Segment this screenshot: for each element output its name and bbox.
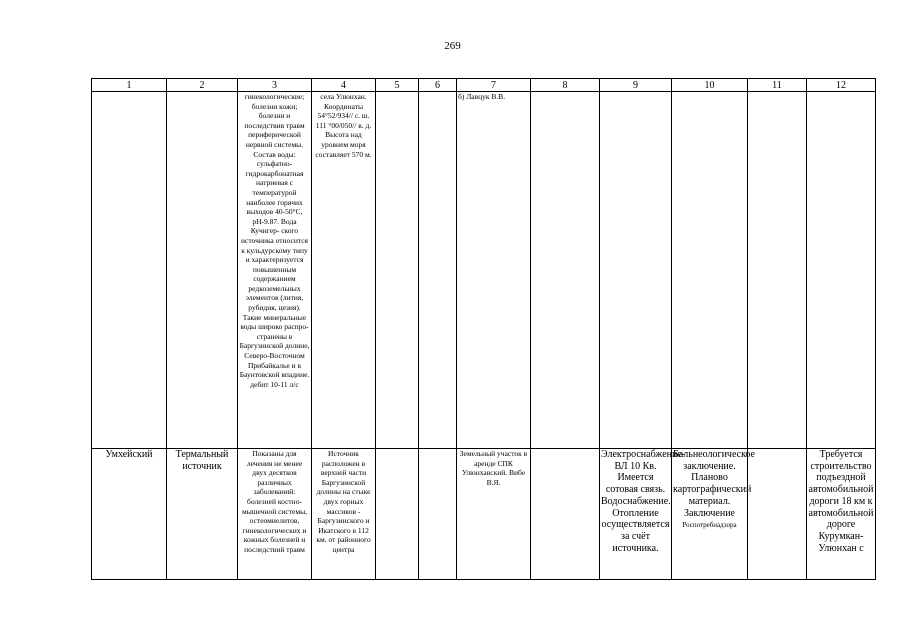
column-header: 6 — [419, 79, 457, 92]
table-cell — [167, 92, 238, 449]
table-cell — [672, 92, 748, 449]
table-header-row — [92, 79, 876, 92]
table-cell-documents — [672, 449, 755, 580]
column-header: 7 — [457, 79, 531, 92]
table-cell — [748, 449, 807, 580]
column-header: 3 — [238, 79, 312, 92]
table-cell-name: Умхейский — [92, 449, 167, 580]
column-header: 5 — [376, 79, 419, 92]
column-header: 1 — [92, 79, 167, 92]
table-cell — [531, 92, 600, 449]
column-header: 11 — [748, 79, 807, 92]
column-header: 4 — [312, 79, 376, 92]
table-cell-indications: Показаны для лечения не менее двух десятков различных заболеваний: болезней костно-мышечной системы, остеомиелитов, гинекологических и кожных болезней и последствий травм — [238, 449, 312, 580]
table-cell-location: села Улюнхан. Координаты 54°52/934// с. ш. 111 °00/050// в. д. Высота над уровнем моря составляет 570 м. — [312, 92, 376, 449]
column-header: 12 — [807, 79, 876, 92]
table-cell-land: б) Лавцук В.В. — [457, 92, 531, 449]
table-cell-location: Источник расположен в верхней части Баргузинской долины на стыке двух горных массивов - Баргузинского и Икатского в 112 км. от районного центра — [312, 449, 376, 580]
table-cell — [600, 92, 672, 449]
data-table — [91, 78, 876, 580]
table-cell — [376, 92, 419, 449]
table-row — [92, 449, 876, 580]
table-cell — [376, 449, 419, 580]
documents-text: Бальнеологическое заключение. Планово картографический материал. Заключение — [673, 449, 755, 519]
table-cell — [807, 92, 876, 449]
table-cell-land: Земельный участок в аренде СПК Улюнхавский. Вибе В.Я. — [457, 449, 531, 580]
table-cell — [419, 92, 457, 449]
table-cell — [419, 449, 457, 580]
table-cell — [748, 92, 807, 449]
table-cell-type: Термальный источник — [167, 449, 238, 580]
column-header: 8 — [531, 79, 600, 92]
column-header: 2 — [167, 79, 238, 92]
column-header: 9 — [600, 79, 672, 92]
table-cell-requirements: Требуется строительство подъездной автомобильной дороги 18 км к автомобильной дороге Курумкан-Улюнхан с — [807, 449, 876, 580]
documents-org: Роспотребнадзора — [682, 521, 737, 530]
page-number: 269 — [444, 40, 461, 52]
table-cell-indications: гинекологические; болезни кожи; болезни и последствия травм периферической нервной системы. Состав воды: сульфатно-гидрокарбонатная натриевая с температурой наиболее горячих выходов 40-50°С, рН-9.87. Вода Кучигер- ского источника относится к кульдурскому типу и характеризуется повышенным содержанием редкоземельных элементов (лития, рубидия, цезия). Такие минеральные воды широко распро-странены в Баргузинской долине, Северо-Восточном Прибайкалье и в Баунтовской впадине. дебит 10-11 л/с — [238, 92, 312, 449]
column-header: 10 — [672, 79, 748, 92]
table-cell — [92, 92, 167, 449]
table-row — [92, 92, 876, 449]
table-cell-infrastructure: Электроснабжение- ВЛ 10 Кв. Имеется сотовая связь. Водоснабжение. Отопление осуществляется за счёт источника. — [600, 449, 672, 580]
table-cell — [531, 449, 600, 580]
